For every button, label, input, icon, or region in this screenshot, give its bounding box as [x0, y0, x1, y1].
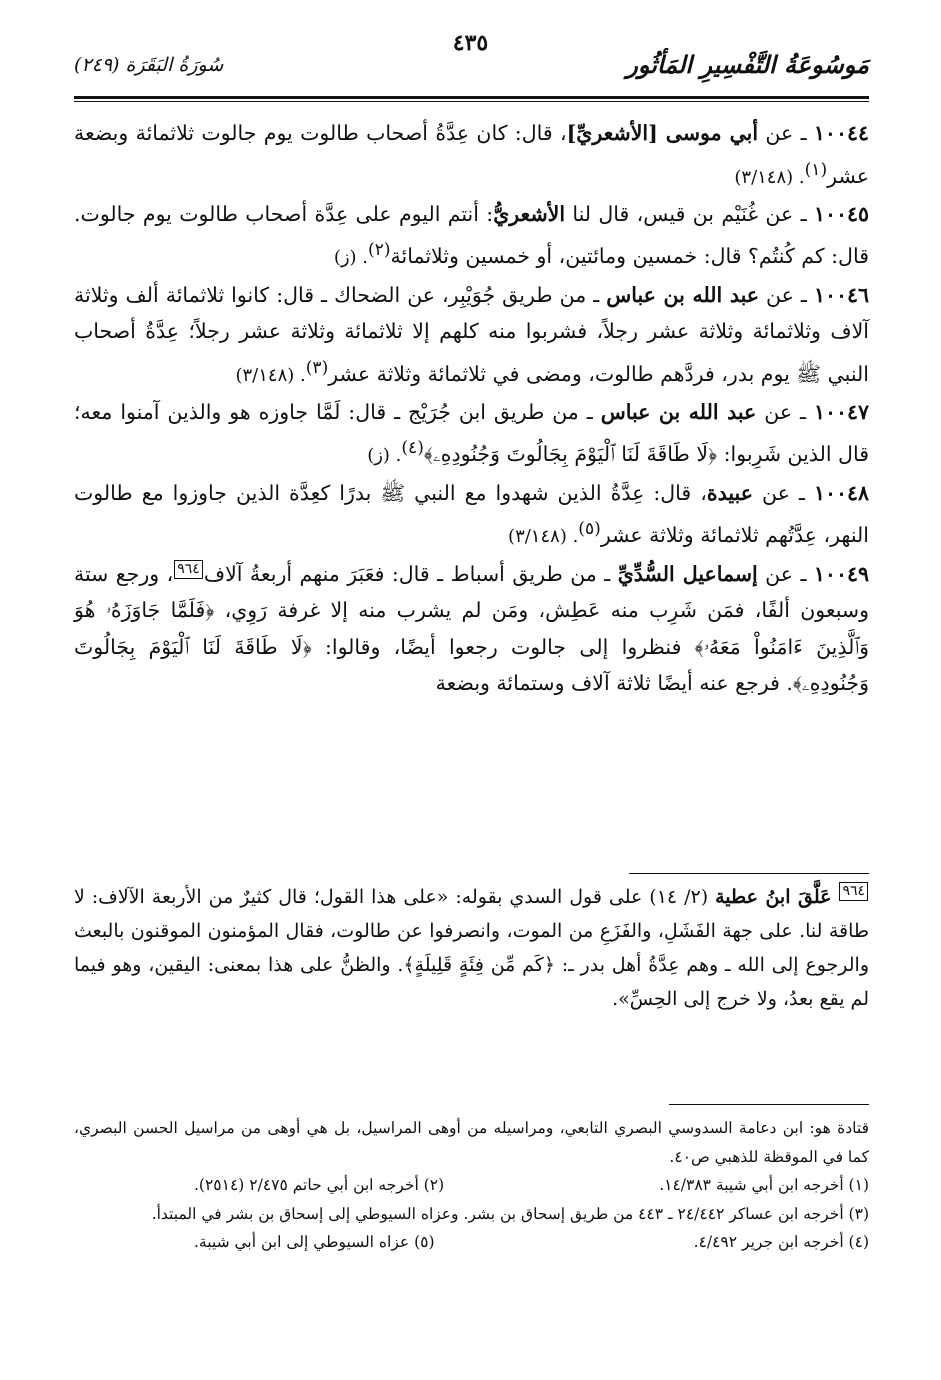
hadith-number: ١٠٠٤٧ — [813, 399, 870, 424]
surah-title: سُورَةُ البَقَرَة (٢٤٩) — [74, 54, 224, 76]
footnote-marker: (٥) — [578, 519, 601, 540]
footnote-5: (٥) عزاه السيوطي إلى ابن أبي شيبة. — [194, 1233, 435, 1251]
hadith-narrator: عبيدة — [706, 480, 753, 505]
hadith-narrator: الأشعريُّ — [493, 201, 566, 226]
page-number: ٤٣٥ — [449, 30, 492, 56]
hadith-number: ١٠٠٤٨ — [813, 480, 869, 505]
footnote-marker: (٤) — [401, 438, 424, 459]
hadith-narrator: أبي موسى [الأشعريِّ] — [566, 121, 759, 145]
comment-separator — [629, 873, 869, 874]
footnotes — [74, 1114, 869, 1257]
footnote-row — [74, 1228, 869, 1257]
comment-reference-box[interactable]: ٩٦٤ — [174, 560, 203, 579]
hadith-ref: . (٣/١٤٨) — [734, 166, 805, 188]
hadith-text: ـ من طريق أسباط ـ قال: فعَبَرَ منهم أربعةُ آلاف — [203, 561, 618, 586]
hadith-text: ، قال: عِدَّةُ الذين شهدوا مع النبي ﷺ بدرًا كعِدَّة الذين جاوزوا مع طالوت النهر، عِدَّتُهم ثلاثمائة وثلاثة عشر — [74, 480, 869, 548]
footnote-marker: (٣) — [305, 357, 329, 378]
comment-text: (٢/ ١٤) على قول السدي بقوله: «على هذا القول؛ قال كثيرٌ من الأربعة الآلاف: لا طاقة لنا. على جهة الفَشَلِ، والفَزَعِ من الموت، وانصرفوا عن طالوت، فقال المؤمنون الموقنون بالبعث والرجوع إلى الله ـ وهم عِدَّةُ أهل بدر ـ: ﴿كَم مِّن فِئَةٍ قَلِيلَةٍ﴾. والظنُّ على هذا بمعنى: اليقين، وهو فيما لم يقع بعدُ، ولا خرج إلى الحِسِّ». — [74, 886, 869, 1010]
hadith-prefix: ـ عن — [757, 561, 814, 586]
hadith-10044 — [74, 115, 869, 196]
footnote-marker: (١) — [804, 159, 828, 180]
commentary-block — [74, 880, 869, 1016]
hadith-10049 — [74, 556, 869, 702]
hadith-10048 — [74, 475, 869, 556]
hadith-text-cont: ، ورجع ستة وسبعون ألفًا، فمَن شَرِب منه عَطِش، ومَن لم يشرب منه إلا غرفة رَوِي، ﴿فَلَمَّا جَاوَزَهُۥ هُوَ وَٱلَّذِينَ ءَامَنُواْ مَعَهُۥ﴾ فنظروا إلى جالوت رجعوا أيضًا، وقالوا: ﴿لَا طَاقَةَ لَنَا ٱلْيَوْمَ بِجَالُوتَ وَجُنُودِهِۦ﴾. فرجع عنه أيضًا ثلاثة آلاف وستمائة وبضعة — [74, 561, 869, 696]
footnote-2: (٢) أخرجه ابن أبي حاتم ٢/٤٧٥ (٢٥١٤). — [194, 1176, 445, 1194]
footnote-1: (١) أخرجه ابن أبي شيبة ١٤/٣٨٣. — [659, 1176, 869, 1194]
hadith-ref: . (ز) — [367, 445, 402, 467]
footnote-3: (٣) أخرجه ابن عساكر ٢٤/٤٤٢ ـ ٤٤٣ من طريق إسحاق بن بشر. وعزاه السيوطي إلى إسحاق بن بشر في المبتدأ. — [151, 1204, 869, 1223]
hadith-prefix: ـ عن — [752, 480, 814, 505]
hadith-prefix: ـ عن — [758, 121, 814, 145]
footnote-row — [74, 1171, 869, 1200]
footnote-marker: (٢) — [368, 240, 391, 261]
hadith-text: : أنتم اليوم على عِدَّة أصحاب طالوت يوم جالوت. قال: كم كُنتُم؟ قال: خمسين ومائتين، أو خمسين وثلاثمائة — [74, 201, 869, 269]
hadith-narrator: عبد الله بن عباس — [600, 399, 757, 424]
footnote-separator — [669, 1104, 869, 1105]
hadith-number: ١٠٠٤٤ — [813, 121, 869, 145]
hadith-10045 — [74, 196, 869, 277]
hadith-ref: . (ز) — [333, 247, 369, 269]
book-title: مَوسُوعَةُ التَّفْسِيرِ المَأثُور — [626, 50, 869, 79]
comment-number-box: ٩٦٤ — [839, 882, 868, 901]
hadith-narrator: إسماعيل السُّدِّيِّ — [617, 561, 758, 586]
hadith-10047 — [74, 394, 869, 475]
footnote-4: (٤) أخرجه ابن جرير ٤/٤٩٢. — [693, 1233, 869, 1251]
hadith-number: ١٠٠٤٩ — [813, 561, 869, 586]
hadith-prefix: ـ عن غُنَيْم بن قيس، قال لنا — [565, 201, 814, 226]
hadith-ref: . (٣/١٤٨) — [235, 364, 306, 386]
hadith-number: ١٠٠٤٦ — [813, 282, 869, 307]
hadith-prefix: ـ عن — [759, 282, 814, 307]
comment-lead: عَلَّقَ ابنُ عطية — [715, 886, 832, 908]
page-header — [74, 50, 869, 96]
main-text — [74, 115, 869, 702]
hadith-prefix: ـ عن — [756, 399, 814, 424]
hadith-10046 — [74, 277, 869, 394]
hadith-ref: . (٣/١٤٨) — [508, 526, 579, 548]
hadith-number: ١٠٠٤٥ — [813, 201, 869, 226]
header-rule — [74, 96, 869, 99]
hadith-text: ـ من طريق جُوَيْبِر، عن الضحاك ـ قال: كانوا ثلاثمائة ألف وثلاثة آلاف وثلاثمائة وثلاثة عشر رجلاً، فشربوا منه كلهم إلا ثلاثمائة وثلاثة عشر رجلاً؛ عِدَّةُ أصحاب النبي ﷺ يوم بدر، فردَّهم طالوت، ومضى في ثلاثمائة وثلاثة عشر — [74, 282, 869, 386]
hadith-narrator: عبد الله بن عباس — [606, 282, 760, 307]
hadith-text: ـ من طريق ابن جُرَيْج ـ قال: لَمَّا جاوزه هو والذين آمنوا معه؛ قال الذين شَرِبوا: ﴿لَا طَاقَةَ لَنَا ٱلْيَوْمَ بِجَالُوتَ وَجُنُودِهِۦ﴾ — [74, 399, 869, 467]
hadith-text: ، قال: كان عِدَّةُ أصحاب طالوت يوم جالوت ثلاثمائة وبضعة عشر — [74, 121, 869, 188]
footnote-carryover: قتادة هو: ابن دعامة السدوسي البصري التابعي، ومراسيله من أوهى المراسيل، بل هي أوهى من مراسيل الحسن البصري، كما في الموقظة للذهبي ص٤٠. — [74, 1119, 869, 1166]
